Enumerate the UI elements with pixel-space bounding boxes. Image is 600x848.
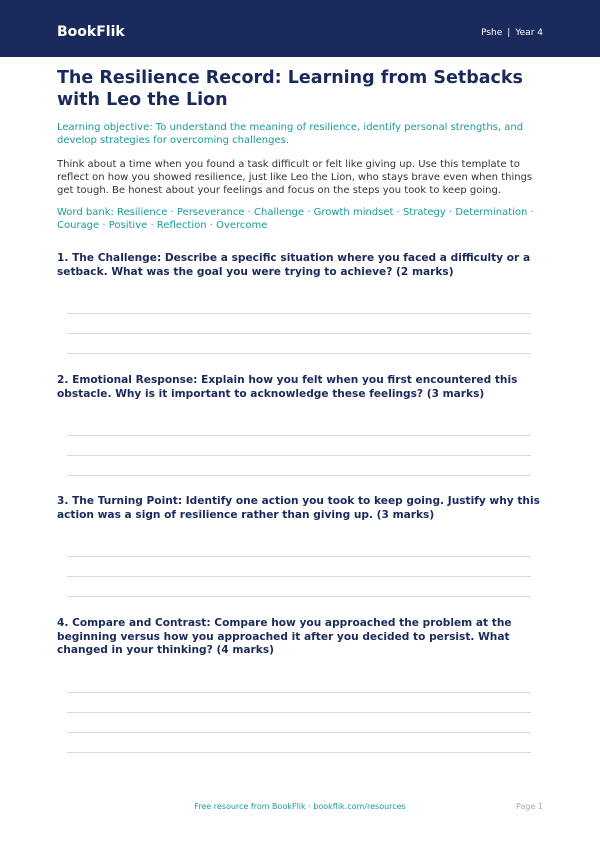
page-header <box>0 0 600 57</box>
brand-logo[interactable]: BookFlik <box>57 24 125 40</box>
worksheet-title: The Resilience Record: Learning from Setbacks with Leo the Lion <box>57 68 523 110</box>
page-number: Page 1 <box>516 802 543 811</box>
answer-line[interactable] <box>67 313 531 314</box>
answer-line[interactable] <box>67 732 531 733</box>
year-label: Year 4 <box>515 28 543 38</box>
word-bank: Word bank: Resilience · Perseverance · Challenge · Growth mindset · Strategy · Determination · Courage · Positive · Reflection · Overcome <box>57 207 534 231</box>
answer-line[interactable] <box>67 435 531 436</box>
question-3: 3. The Turning Point: Identify one action you took to keep going. Justify why this action was a sign of resilience rather than giving up. (3 marks) <box>57 495 540 521</box>
answer-line[interactable] <box>67 576 531 577</box>
answer-line[interactable] <box>67 353 531 354</box>
subject-label: Pshe <box>481 28 503 38</box>
footer-resource-link[interactable]: Free resource from BookFlik · bookflik.com/resources <box>194 802 406 811</box>
answer-line[interactable] <box>67 596 531 597</box>
subject-year-label <box>481 28 543 38</box>
answer-line[interactable] <box>67 556 531 557</box>
answer-line[interactable] <box>67 692 531 693</box>
intro-paragraph: Think about a time when you found a task difficult or felt like giving up. Use this template to reflect on how you showed resilience, just like Leo the Lion, who stays brave even when things get tough. Be honest about your feelings and focus on the steps you took to keep going. <box>57 159 533 196</box>
meta-separator: | <box>507 28 511 38</box>
answer-line[interactable] <box>67 333 531 334</box>
question-1: 1. The Challenge: Describe a specific situation where you faced a difficulty or a setback. What was the goal you were trying to achieve? (2 marks) <box>57 252 531 278</box>
answer-line[interactable] <box>67 752 531 753</box>
question-4: 4. Compare and Contrast: Compare how you approached the problem at the beginning versus how you approached it after you decided to persist. What changed in your thinking? (4 marks) <box>57 617 512 656</box>
answer-line[interactable] <box>67 712 531 713</box>
question-2: 2. Emotional Response: Explain how you felt when you first encountered this obstacle. Why is it important to acknowledge these feelings? (3 marks) <box>57 374 518 400</box>
answer-line[interactable] <box>67 475 531 476</box>
learning-objective: Learning objective: To understand the meaning of resilience, identify personal strengths, and develop strategies for overcoming challenges. <box>57 122 524 146</box>
answer-line[interactable] <box>67 455 531 456</box>
